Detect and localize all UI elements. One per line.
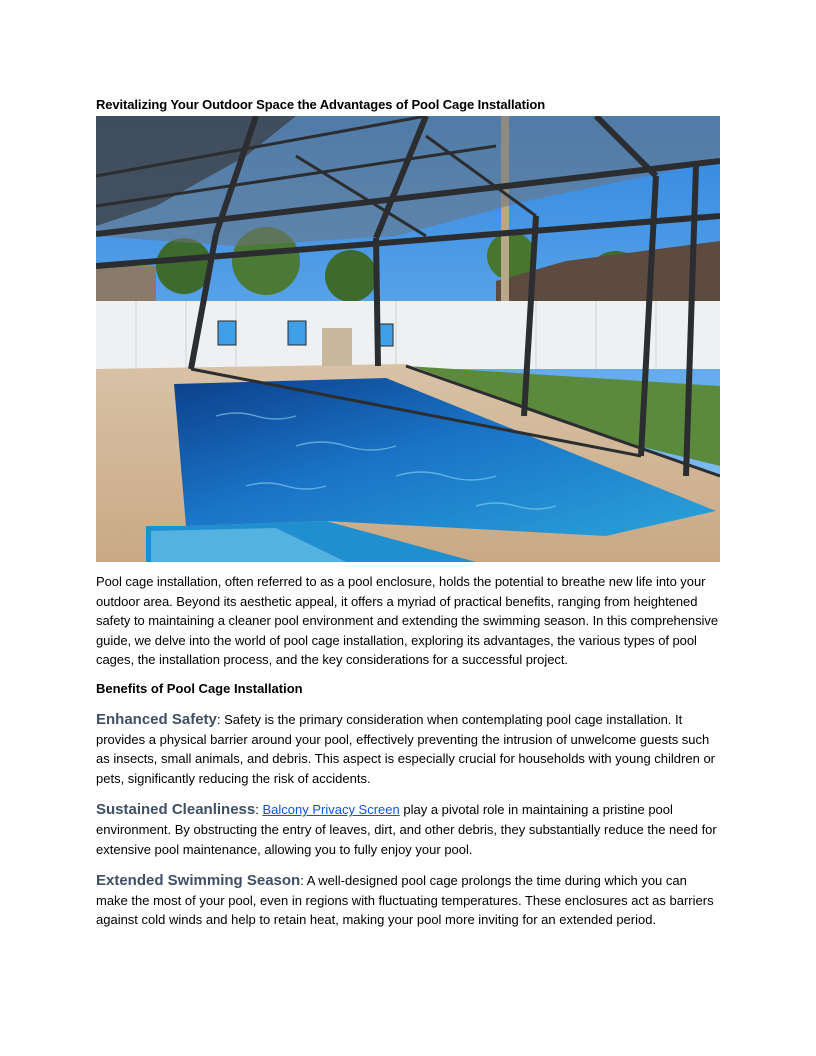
balcony-privacy-screen-link[interactable]: Balcony Privacy Screen [262, 802, 400, 818]
benefits-heading: Benefits of Pool Cage Installation [96, 680, 303, 696]
benefit-extended-swimming-season [96, 871, 720, 930]
benefit-sustained-cleanliness [96, 800, 720, 859]
benefit-enhanced-safety [96, 710, 720, 788]
benefit-text: : Safety is the primary consideration when contemplating pool cage installation. It provides a physical barrier around your pool, effectively preventing the intrusion of unwelcome guests such as insects, small animals, and debris. This aspect is especially crucial for households with young children or pets, significantly reducing the risk of accidents. [96, 711, 715, 786]
pool-cage-photo [96, 116, 720, 562]
benefit-lead: Sustained Cleanliness [96, 801, 256, 819]
benefit-lead: Enhanced Safety [96, 710, 217, 728]
benefit-separator: : [255, 802, 263, 818]
benefit-text: : A well-designed pool cage prolongs the time during which you can make the most of your pool, even in regions with fluctuating temperatures. These enclosures act as barriers against cold winds and help to retain heat, making your pool more inviting for an extended period. [96, 873, 714, 928]
document-page [96, 96, 720, 930]
benefit-text: play a pivotal role in maintaining a pristine pool environment. By obstructing the entry of leaves, dirt, and other debris, they substantially reduce the need for extensive pool maintenance, allowing you to fully enjoy your pool. [96, 802, 717, 857]
benefit-lead: Extended Swimming Season [96, 872, 301, 890]
document-title: Revitalizing Your Outdoor Space the Advantages of Pool Cage Installation [96, 97, 546, 112]
intro-paragraph: Pool cage installation, often referred to as a pool enclosure, holds the potential to breathe new life into your outdoor area. Beyond its aesthetic appeal, it offers a myriad of practical benefits, ranging from heightened safety to maintaining a cleaner pool environment and extending the swimming season. In this comprehensive guide, we delve into the world of pool cage installation, exploring its advantages, the various types of pool cages, the installation process, and the key considerations for a successful project. [96, 574, 718, 668]
